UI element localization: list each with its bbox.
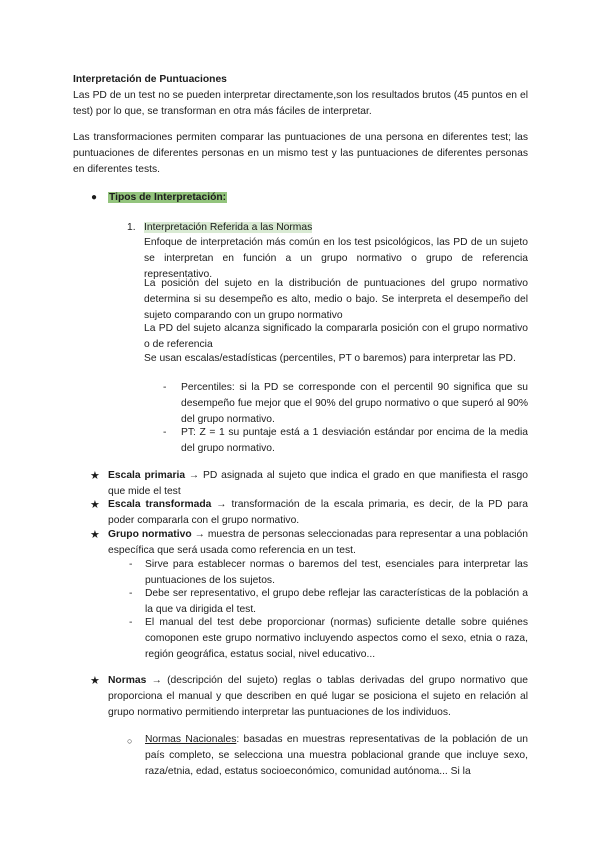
section1-number: 1. <box>127 222 136 233</box>
grupo-normativo-subitem: El manual del test debe proporcionar (normas) suficiente detalle sobre quiénes comoponen este grupo normativo incluyendo aspectos como el sexo, etnia o raza, región geográfica, estatus social, nivel educativo... <box>145 617 528 660</box>
grupo-normativo-text: → muestra de personas seleccionadas para representar a una población específica que será usada como referencia en un test. <box>108 529 528 556</box>
escala-primaria-item <box>108 468 528 500</box>
section1-paragraph: Se usan escalas/estadísticas (percentiles, PT o baremos) para interpretar las PD. <box>144 353 516 364</box>
star-icon: ★ <box>90 675 100 687</box>
section1-title <box>144 220 312 236</box>
bullet-icon: ● <box>91 192 98 203</box>
escala-primaria-text: → PD asignada al sujeto que indica el grado en que manifiesta el rasgo que mide el test <box>108 470 528 497</box>
section1-paragraph: La posición del sujeto en la distribución de puntuaciones del grupo normativo determina si su desempeño es alto, medio o bajo. Se interpreta el desempeño del sujeto comparando con un grupo normativo <box>144 278 528 321</box>
section1-paragraph: Enfoque de interpretación más común en los test psicológicos, las PD de un sujeto se interpretan en función a un grupo normativo o grupo de referencia representativo. <box>144 237 528 280</box>
escala-primaria-term: Escala primaria <box>108 470 186 481</box>
grupo-normativo-term: Grupo normativo <box>108 529 192 540</box>
grupo-normativo-item <box>108 527 528 559</box>
normas-text: → (descripción del sujeto) reglas o tablas derivadas del grupo normativo que proporciona el manual y que describen en qué lugar se posiciona el sujeto en relación al grupo normativo permitiendo interpretar las puntuaciones de los individuos. <box>108 675 528 718</box>
pt-item: PT: Z = 1 su puntaje está a 1 desviación estándar por encima de la media del grupo normativo. <box>181 427 528 454</box>
grupo-normativo-subitem: Debe ser representativo, el grupo debe reflejar las características de la población a la que va dirigida el test. <box>145 588 528 615</box>
normas-item <box>108 673 528 721</box>
normas-nacionales-text: : basadas en muestras representativas de la población de un país completo, se selecciona una muestra poblacional grande que incluye sexo, raza/etnia, edad, estatus socioeconómico, comunidad autónoma... Si la <box>145 734 528 777</box>
dash-icon: - <box>129 588 133 599</box>
star-icon: ★ <box>90 499 100 511</box>
percentiles-item: Percentiles: si la PD se corresponde con el percentil 90 significa que su desempeño fue mejor que el 90% del grupo normativo o que superó al 90% del grupo normativo. <box>181 382 528 425</box>
tipos-heading-text: Tipos de Interpretación: <box>109 192 227 203</box>
dash-icon: - <box>129 559 133 570</box>
star-icon: ★ <box>90 529 100 541</box>
dash-icon: - <box>163 382 167 393</box>
dash-icon: - <box>129 617 133 628</box>
circle-bullet-icon: ○ <box>127 736 133 746</box>
grupo-normativo-subitem: Sirve para establecer normas o baremos del test, esenciales para interpretar las puntuaciones de los sujetos. <box>145 559 528 586</box>
escala-transformada-item <box>108 497 528 529</box>
document-title: Interpretación de Puntuaciones <box>73 74 227 85</box>
section1-title-text: Interpretación Referida a las Normas <box>144 222 313 233</box>
dash-icon: - <box>163 427 167 438</box>
section1-paragraph: La PD del sujeto alcanza significado la compararla posición con el grupo normativo o de referencia <box>144 323 528 350</box>
normas-term: Normas <box>108 675 147 686</box>
normas-nacionales-item <box>145 732 528 780</box>
tipos-heading <box>108 190 227 206</box>
intro-paragraph-2: Las transformaciones permiten comparar las puntuaciones de una persona en diferentes test; las puntuaciones de diferentes personas en un mismo test y las puntuaciones de diferentes personas en diferentes tests. <box>73 132 528 175</box>
escala-transformada-term: Escala transformada <box>108 499 212 510</box>
star-icon: ★ <box>90 470 100 482</box>
intro-paragraph-1: Las PD de un test no se pueden interpretar directamente,son los resultados brutos (45 puntos en el test) por lo que, se transforman en otra más fáciles de interpretar. <box>73 90 528 117</box>
escala-transformada-text: → transformación de la escala primaria, es decir, de la PD para poder compararla con el grupo normativo. <box>108 499 528 526</box>
normas-nacionales-label: Normas Nacionales <box>145 734 237 745</box>
